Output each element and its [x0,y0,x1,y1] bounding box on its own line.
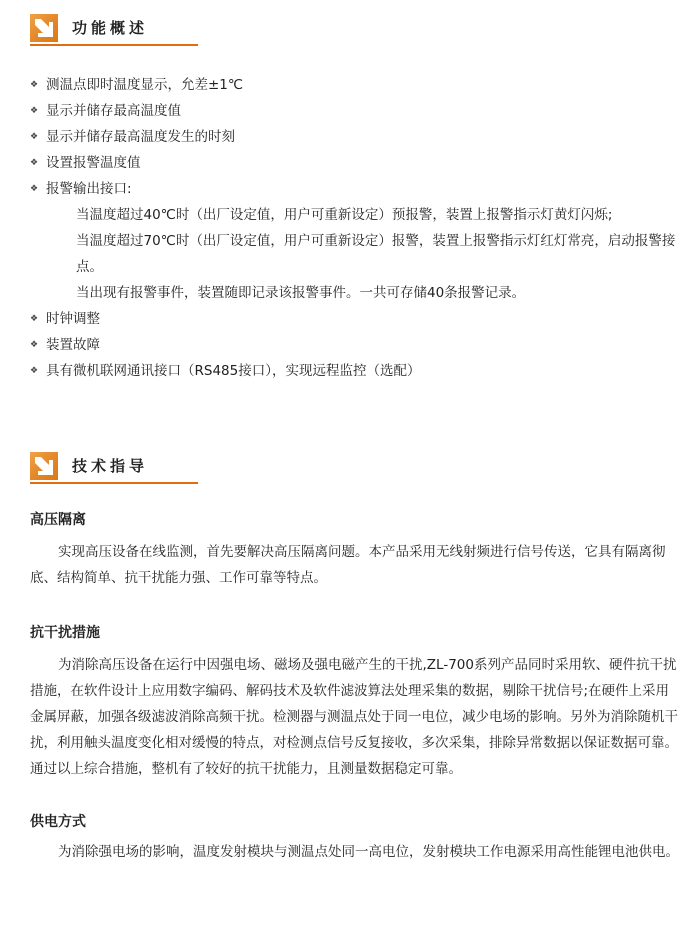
alarm-detail-line: 当温度超过70℃时（出厂设定值，用户可重新设定）报警，装置上报警指示灯红灯常亮，启动报警接点。 [76,233,676,275]
diamond-bullet-icon: ❖ [30,158,39,168]
down-right-arrow-icon [30,452,58,480]
list-item: ❖ 时钟调整 [30,306,690,332]
section-title: 技术指导 [72,457,149,475]
feature-list [30,72,690,384]
list-item: ❖ 测温点即时温度显示，允差±1℃ [30,72,690,98]
diamond-bullet-icon: ❖ [30,366,39,376]
subsection-heading-anti-interference: 抗干扰措施 [30,625,100,641]
subsection-heading-isolation: 高压隔离 [30,512,86,528]
subsection-text-anti-interference: 为消除高压设备在运行中因强电场、磁场及强电磁产生的干扰,ZL-700系列产品同时采用软、硬件抗干扰措施，在软件设计上应用数字编码、解码技术及软件滤波算法处理采集的数据，剔除干扰信号;在硬件上采用金属屏蔽，加强各级滤波消除高频干扰。检测器与测温点处于同一电位，减少电场的影响。另外为消除随机干扰，利用触头温度变化相对缓慢的特点，对检测点信号反复接收，多次采集，排除异常数据以保证数据可靠。通过以上综合措施，整机有了较好的抗干扰能力，且测量数据稳定可靠。 [30,657,678,777]
section-underline [30,482,198,484]
diamond-bullet-icon: ❖ [30,340,39,350]
diamond-bullet-icon: ❖ [30,184,39,194]
alarm-detail-line: 当温度超过40℃时（出厂设定值，用户可重新设定）预报警，装置上报警指示灯黄灯闪烁; [76,207,613,223]
subsection-text-isolation: 实现高压设备在线监测，首先要解决高压隔离问题。本产品采用无线射频进行信号传送，它具有隔离彻底、结构简单、抗干扰能力强、工作可靠等特点。 [30,544,666,586]
subsection-heading-power: 供电方式 [30,814,86,830]
section-title: 功能概述 [72,19,149,37]
list-item: ❖ 具有微机联网通讯接口（RS485接口），实现远程监控（选配） [30,358,690,384]
alarm-details [46,202,690,306]
list-item: ❖ 显示并储存最高温度值 [30,98,690,124]
down-right-arrow-icon [30,14,58,42]
diamond-bullet-icon: ❖ [30,80,39,90]
list-item: ❖ 设置报警温度值 [30,150,690,176]
diamond-bullet-icon: ❖ [30,132,39,142]
list-item: ❖ 显示并储存最高温度发生的时刻 [30,124,690,150]
section-header-features [30,14,210,46]
alarm-detail-line: 当出现有报警事件，装置随即记录该报警事件。一共可存储40条报警记录。 [76,285,526,301]
section-header-tech [30,452,210,484]
list-item: ❖ 报警输出接口: 当温度超过40℃时（出厂设定值，用户可重新设定）预报警，装置上报警指示灯黄灯闪烁; 当温度超过70℃时（出厂设定值，用户可重新设定）报警，装置上报警指示灯红灯常亮，启动报警接点。 当出现有报警事件，装置随即记录该报警事件。一共可存储40条报警记录。 [30,176,690,306]
section-underline [30,44,198,46]
subsection-text-power: 为消除强电场的影响，温度发射模块与测温点处同一高电位，发射模块工作电源采用高性能锂电池供电。 [58,844,679,860]
diamond-bullet-icon: ❖ [30,106,39,116]
list-item: ❖ 装置故障 [30,332,690,358]
diamond-bullet-icon: ❖ [30,314,39,324]
